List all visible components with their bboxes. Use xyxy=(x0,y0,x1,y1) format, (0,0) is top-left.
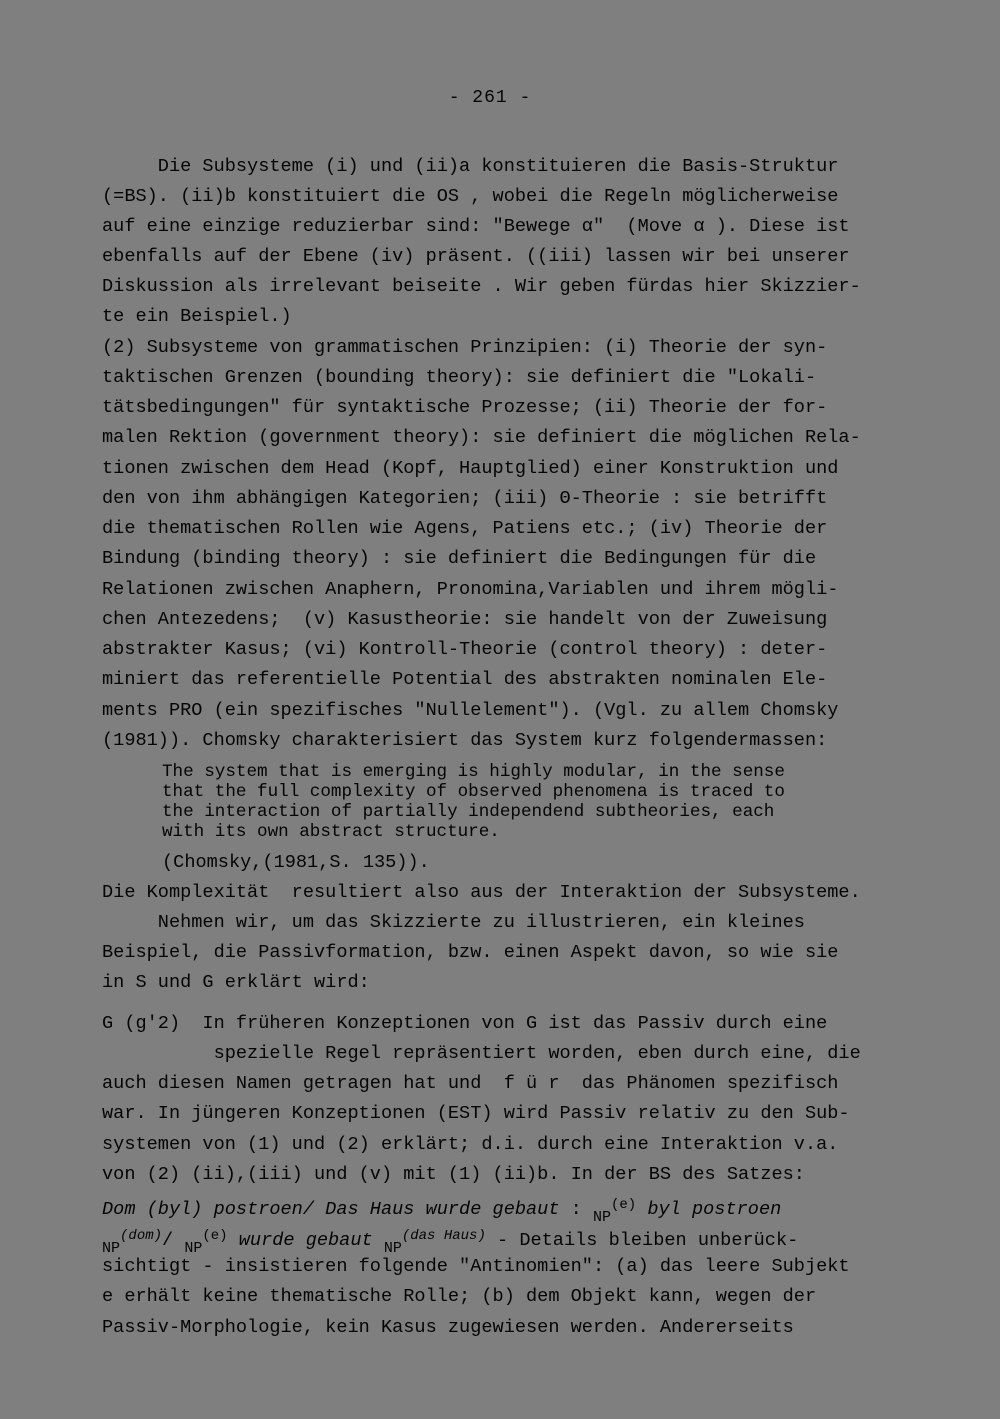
text-line: Nehmen wir, um das Skizzierte zu illustrieren, ein kleines xyxy=(102,912,805,933)
text-line: (2) Subsysteme von grammatischen Prinzipien: (i) Theorie der syn- xyxy=(102,337,828,358)
example-colon: : xyxy=(559,1199,593,1220)
example-slash: / xyxy=(162,1230,185,1251)
text-line: Relationen zwischen Anaphern, Pronomina,Variablen und ihrem mögli- xyxy=(102,579,839,600)
text-line: tionen zwischen dem Head (Kopf, Hauptglied) einer Konstruktion und xyxy=(102,458,839,479)
np-subscript: NP xyxy=(383,1240,402,1257)
text-line: in S und G erklärt wird: xyxy=(102,972,370,993)
text-line: miniert das referentielle Potential des abstrakten nominalen Ele- xyxy=(102,669,828,690)
page-number: - 261 - xyxy=(448,88,532,108)
text-line: abstrakter Kasus; (vi) Kontroll-Theorie (control theory) : deter- xyxy=(102,639,828,660)
example-line xyxy=(102,1194,781,1229)
empty-element: (e) xyxy=(610,1197,637,1213)
example-verb: byl postroen xyxy=(636,1199,782,1220)
text-line: Passiv-Morphologie, kein Kasus zugewiesen werden. Andererseits xyxy=(102,1317,794,1338)
np-das-haus: (das Haus) xyxy=(401,1228,486,1244)
quote-line: the interaction of partially independend subtheories, each xyxy=(162,802,775,822)
text-line: Bindung (binding theory) : sie definiert die Bedingungen für die xyxy=(102,548,817,569)
quote-line: The system that is emerging is highly modular, in the sense xyxy=(162,762,785,782)
text-line: tätsbedingungen" für syntaktische Prozesse; (ii) Theorie der for- xyxy=(102,397,828,418)
example-sentence: Dom (byl) postroen/ Das Haus wurde gebaut xyxy=(102,1199,560,1220)
text-line: Die Komplexität resultiert also aus der Interaktion der Subsysteme. xyxy=(102,882,861,903)
text-line: malen Rektion (government theory): sie definiert die möglichen Rela- xyxy=(102,427,861,448)
text-line: auf eine einzige reduzierbar sind: "Bewege α" (Move α ). Diese ist xyxy=(102,216,850,237)
text-line: den von ihm abhängigen Kategorien; (iii) Θ-Theorie : sie betrifft xyxy=(102,488,828,509)
text-line: Die Subsysteme (i) und (ii)a konstituieren die Basis-Struktur xyxy=(102,156,839,177)
text-line: ments PRO (ein spezifisches "Nullelement"). (Vgl. zu allem Chomsky xyxy=(102,700,839,721)
text-line: systemen von (1) und (2) erklärt; d.i. durch eine Interaktion v.a. xyxy=(102,1134,839,1155)
np-subscript: NP xyxy=(592,1209,611,1226)
quote-source: (Chomsky,(1981,S. 135)). xyxy=(162,852,430,873)
np-subscript: NP xyxy=(102,1240,121,1257)
text-line: (1981)). Chomsky charakterisiert das System kurz folgendermassen: xyxy=(102,730,828,751)
text-line: Beispiel, die Passivformation, bzw. einen Aspekt davon, so wie sie xyxy=(102,942,839,963)
np-subscript: NP xyxy=(184,1240,203,1257)
empty-element: (e) xyxy=(202,1228,228,1244)
text-line: te ein Beispiel.) xyxy=(102,306,292,327)
text-line: (=BS). (ii)b konstituiert die OS , wobei die Regeln möglicherweise xyxy=(102,186,839,207)
text-line: spezielle Regel repräsentiert worden, eben durch eine, die xyxy=(102,1043,861,1064)
text-line: sichtigt - insistieren folgende "Antinomien": (a) das leere Subjekt xyxy=(102,1256,850,1277)
text-line: e erhält keine thematische Rolle; (b) dem Objekt kann, wegen der xyxy=(102,1286,817,1307)
text-line: Diskussion als irrelevant beiseite . Wir geben fürdas hier Skizzier- xyxy=(102,276,861,297)
quote-line: with its own abstract structure. xyxy=(162,822,500,842)
text-line: G (g'2) In früheren Konzeptionen von G ist das Passiv durch eine xyxy=(102,1013,828,1034)
np-dom: (dom) xyxy=(120,1228,163,1244)
text-line: taktischen Grenzen (bounding theory): sie definiert die "Lokali- xyxy=(102,367,817,388)
quote-line: that the full complexity of observed phenomena is traced to xyxy=(162,782,785,802)
example-line xyxy=(102,1225,798,1260)
text-line: von (2) (ii),(iii) und (v) mit (1) (ii)b. In der BS des Satzes: xyxy=(102,1164,805,1185)
text-line: auch diesen Namen getragen hat und f ü r das Phänomen spezifisch xyxy=(102,1073,839,1094)
text-line: chen Antezedens; (v) Kasustheorie: sie handelt von der Zuweisung xyxy=(102,609,828,630)
text-line: die thematischen Rollen wie Agens, Patiens etc.; (iv) Theorie der xyxy=(102,518,828,539)
text-line: war. In jüngeren Konzeptionen (EST) wird Passiv relativ zu den Sub- xyxy=(102,1103,850,1124)
example-verb: wurde gebaut xyxy=(227,1230,384,1251)
text-segment: - Details bleiben unberück- xyxy=(485,1230,799,1251)
text-line: ebenfalls auf der Ebene (iv) präsent. ((iii) lassen wir bei unserer xyxy=(102,246,850,267)
